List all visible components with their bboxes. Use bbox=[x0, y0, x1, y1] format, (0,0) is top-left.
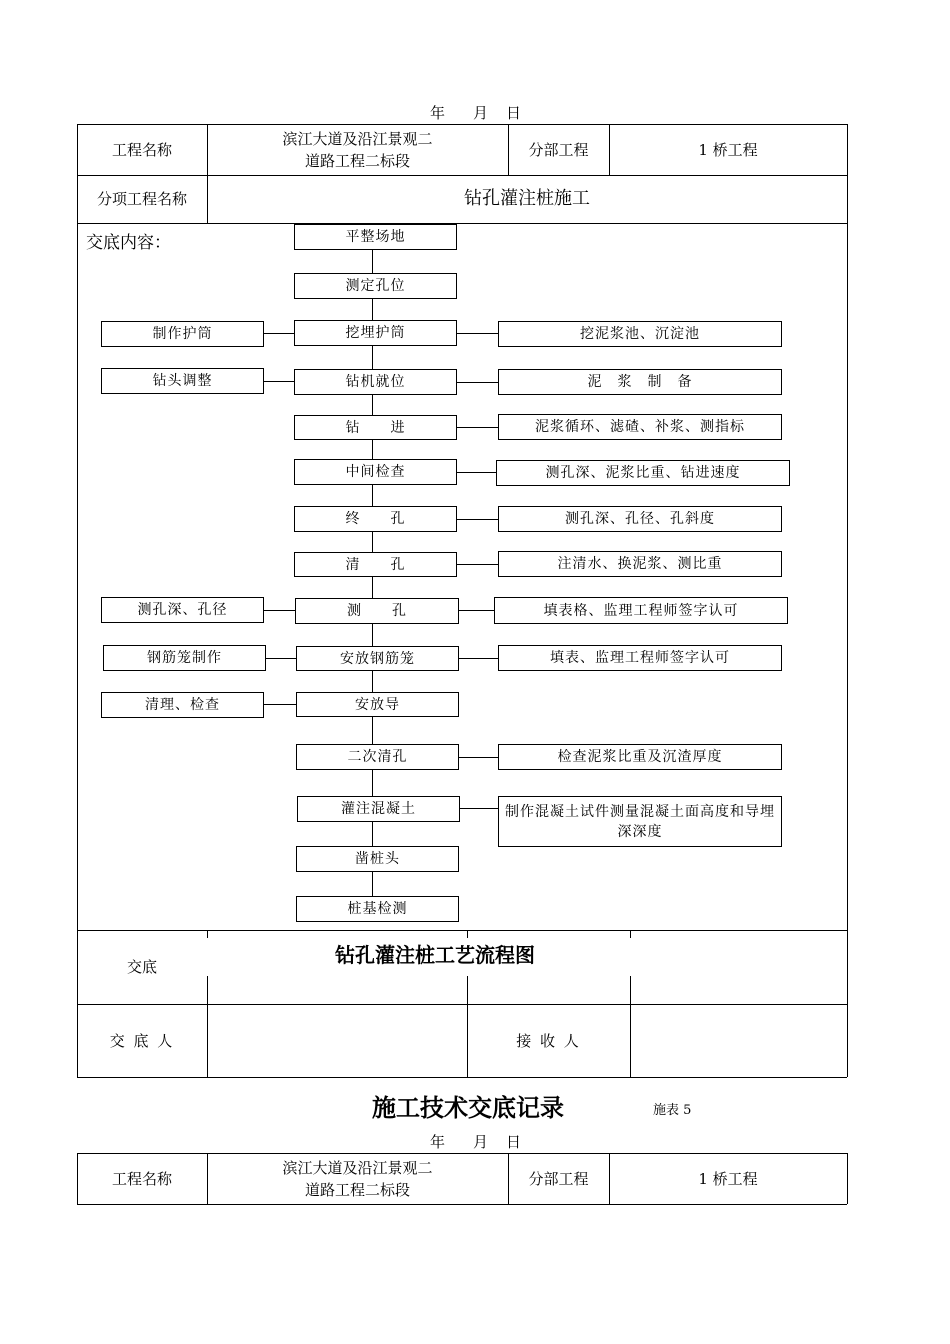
division-value: 1 桥工程 bbox=[698, 1169, 758, 1188]
flow-step: 二次清孔 bbox=[296, 744, 459, 770]
flow-side-step: 制作护筒 bbox=[101, 321, 264, 347]
day-label: 日 bbox=[506, 104, 522, 122]
project-name-label: 工程名称 bbox=[111, 140, 172, 159]
flow-step: 测定孔位 bbox=[294, 273, 457, 299]
project-name-value bbox=[207, 1153, 508, 1204]
flow-step: 灌注混凝土 bbox=[297, 796, 460, 822]
division-label: 分部工程 bbox=[528, 140, 589, 159]
flow-side-step: 测孔深、孔径、孔斜度 bbox=[498, 506, 782, 532]
project-name-line2: 道路工程二标段 bbox=[304, 1180, 410, 1199]
flow-step: 清 孔 bbox=[294, 552, 457, 577]
year-label: 年 bbox=[430, 104, 446, 122]
subitem-value: 钻孔灌注桩施工 bbox=[464, 188, 590, 209]
year-label: 年 bbox=[430, 1133, 446, 1151]
project-name-line1: 滨江大道及沿江景观二 bbox=[282, 129, 433, 148]
flow-step: 安放导 bbox=[296, 692, 459, 717]
month-label: 月 bbox=[473, 1133, 489, 1151]
content-label: 交底内容： bbox=[86, 233, 171, 253]
flow-side-step: 注清水、换泥浆、测比重 bbox=[498, 551, 782, 577]
day-label: 日 bbox=[506, 1133, 522, 1151]
record-title: 施工技术交底记录 bbox=[372, 1093, 564, 1122]
flow-side-step: 填表格、监理工程师签字认可 bbox=[494, 597, 788, 624]
project-name-line2: 道路工程二标段 bbox=[304, 151, 410, 170]
flow-side-step: 泥浆循环、滤碴、补浆、测指标 bbox=[498, 414, 782, 440]
flow-step: 挖埋护筒 bbox=[294, 320, 457, 346]
flow-side-step: 填表、监理工程师签字认可 bbox=[498, 645, 782, 671]
flow-side-step: 钢筋笼制作 bbox=[103, 645, 266, 671]
flow-step: 平整场地 bbox=[294, 224, 457, 250]
flow-side-step: 清理、检查 bbox=[101, 692, 264, 718]
flow-side-step: 钻头调整 bbox=[101, 368, 264, 394]
flow-step: 终 孔 bbox=[294, 506, 457, 532]
flow-side-step: 制作混凝土试件测量混凝土面高度和导埋深深度 bbox=[498, 796, 782, 847]
flow-step: 测 孔 bbox=[295, 598, 459, 624]
subitem-label: 分项工程名称 bbox=[96, 190, 187, 208]
flow-step: 中间检查 bbox=[294, 459, 457, 485]
flow-side-step: 检查泥浆比重及沉渣厚度 bbox=[498, 744, 782, 770]
month-label: 月 bbox=[473, 104, 489, 122]
project-name-value bbox=[207, 124, 508, 175]
flow-step: 钻 进 bbox=[294, 415, 457, 440]
division-label: 分部工程 bbox=[528, 1169, 589, 1188]
flow-side-step: 测孔深、孔径 bbox=[101, 597, 264, 623]
giver-label: 交 底 人 bbox=[109, 1031, 175, 1050]
jiaodi-label: 交底 bbox=[126, 958, 157, 976]
flow-step: 钻机就位 bbox=[294, 369, 457, 395]
flow-step: 安放钢筋笼 bbox=[296, 646, 459, 671]
project-name-line1: 滨江大道及沿江景观二 bbox=[282, 1158, 433, 1177]
diagram-title: 钻孔灌注桩工艺流程图 bbox=[335, 943, 535, 967]
form-number: 施表 5 bbox=[653, 1103, 692, 1118]
flow-side-step: 泥 浆 制 备 bbox=[498, 369, 782, 395]
flow-step: 桩基检测 bbox=[296, 896, 459, 922]
flow-step: 凿桩头 bbox=[296, 846, 459, 872]
receiver-label: 接 收 人 bbox=[516, 1031, 581, 1050]
division-value: 1 桥工程 bbox=[698, 140, 758, 159]
project-name-label: 工程名称 bbox=[111, 1169, 172, 1188]
flow-side-step: 测孔深、泥浆比重、钻进速度 bbox=[496, 460, 790, 486]
flow-side-step: 挖泥浆池、沉淀池 bbox=[498, 321, 782, 347]
